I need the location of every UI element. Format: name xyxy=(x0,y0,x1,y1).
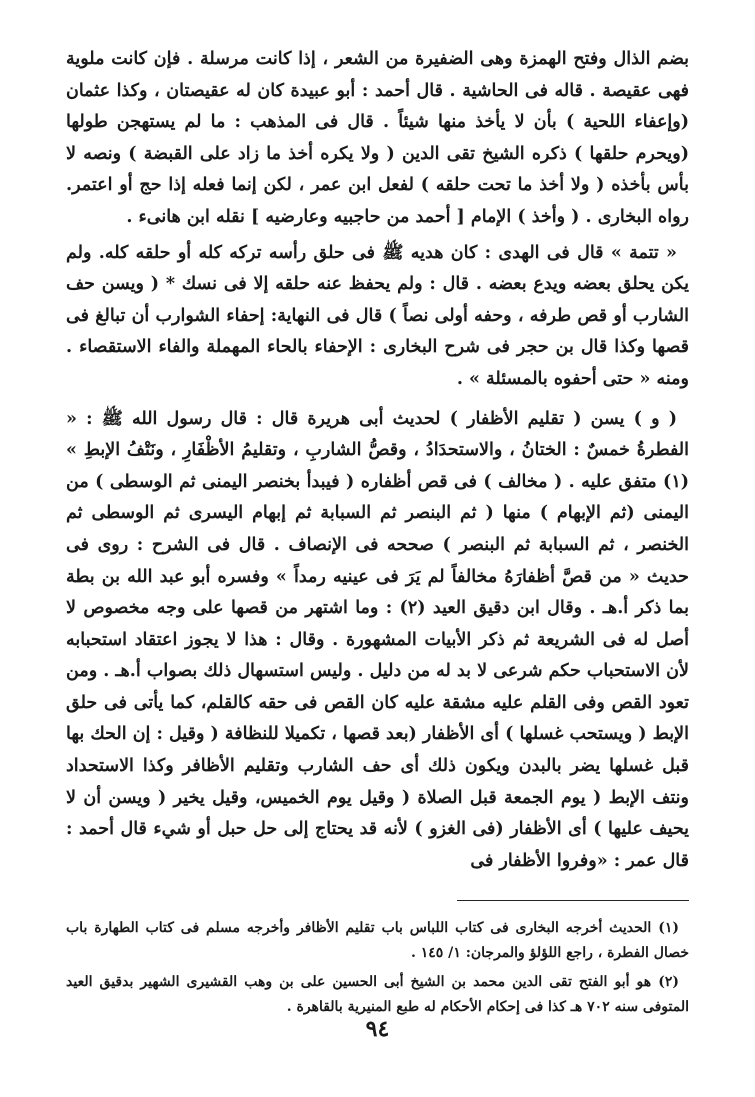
book-page xyxy=(66,44,689,1054)
footnote-2: (٢) هو أبو الفتح تقى الدين محمد بن الشيخ أبى الحسين على بن وهب القشيرى الشهير بدقيق العيد المتوفى سنه ٧٠٢ هـ كذا فى إحكام الأحكام له طبع المنيرية بالقاهرة . xyxy=(66,974,689,1015)
footnotes xyxy=(66,916,689,1024)
footnote-separator xyxy=(457,900,689,901)
paragraph-tatimma: « تتمة » قال فى الهدى : كان هديه ﷺ فى حلق رأسه تركه كله أو حلقه كله. ولم يكن يحلق بعضه ويدع بعضه . قال : ولم يحفظ عنه حلقه إلا فى نسك * ( ويسن حف الشارب أو قص طرفه ، وحفه أولى نصاً ) قال فى النهاية: إحفاء الشوارب أن تبالغ فى قصها وكذا قال بن حجر فى شرح البخارى : الإحفاء بالحاء المهملة والفاء الاستقصاء . ومنه « حتى أحفوه بالمسئلة » . xyxy=(66,242,689,389)
paragraph-nails: ( و ) يسن ( تقليم الأظفار ) لحديث أبى هريرة قال : قال رسول الله ﷺ : « الفطرةُ خمسٌ : الختانُ ، والاستحدَادُ ، وقصُّ الشاربِ ، وتقليمُ الأظْفَارِ ، ونَتْفُ الإبطِ » (١) متفق عليه . ( مخالف ) فى قص أظفاره ( فيبدأ بخنصر اليمنى ثم الوسطى ) من اليمنى (ثم الإبهام ) منها ( ثم البنصر ثم السبابة ثم إبهام اليسرى ثم الوسطى ثم الخنصر ، ثم السبابة ثم البنصر ) صححه فى الإنصاف . قال فى الشرح : روى فى حديث « من قصَّ أظفارَهُ مخالفاً لم يَرَ فى عينيه رمداً » وفسره أبو عبد الله بن بطة بما ذكر أ.هـ . وقال ابن دقيق العيد (٢) : وما اشتهر من قصها على وجه مخصوص لا أصل له فى الشريعة ثم ذكر الأبيات المشهورة . وقال : هذا لا يجوز اعتقاد استحبابه لأن الاستحباب حكم شرعى لا بد له من دليل . وليس استسهال ذلك بصواب أ.هـ . ومن تعود القص وفى القلم عليه مشقة عليه كان القص فى حقه كالقلم، كما يأتى فى حلق الإبط ( ويستحب غسلها ) أى الأظفار (بعد قصها ، تكميلا للنظافة ( وقيل : إن الحك بها قبل غسلها يضر بالبدن ويكون ذلك أى حف الشارب وتقليم الأظافر وكذا الاستحداد ونتف الإبط ( يوم الجمعة قبل الصلاة ( وقيل يوم الخميس، وقيل يخير ( ويسن أن لا يحيف عليها ) أى الأظفار (فى الغزو ) لأنه قد يحتاج إلى حل حبل أو شيء قال أحمد : قال عمر : «وفروا الأظفار فى xyxy=(66,408,690,871)
footnote-1: (١) الحديث أخرجه البخارى فى كتاب اللباس باب تقليم الأظافر وأخرجه مسلم فى كتاب الطهارة باب خصال الفطرة ، راجع اللؤلؤ والمرجان: ١/ ١٤٥ . xyxy=(66,920,689,961)
page-number: ٩٤ xyxy=(365,1016,390,1042)
paragraph-main-1: بضم الذال وفتح الهمزة وهى الضفيرة من الشعر ، إذا كانت مرسلة . فإن كانت ملوية فهى عقيصة . قاله فى الحاشية . قال أحمد : أبو عبيدة كان له عقيصتان ، وكذا عثمان (وإعفاء اللحية ) بأن لا يأخذ منها شيئاً . قال فى المذهب : ما لم يستهجن طولها (ويحرم حلقها ) ذكره الشيخ تقى الدين ( ولا يكره أخذ ما زاد على القبضة ) ونصه لا بأس بأخذه ( ولا أخذ ما تحت حلقه ) لفعل ابن عمر ، لكن إنما فعله إذا حج أو اعتمر. رواه البخارى . ( وأخذ ) الإمام [ أحمد من حاجبيه وعارضيه ] نقله ابن هانىء . xyxy=(66,49,689,227)
